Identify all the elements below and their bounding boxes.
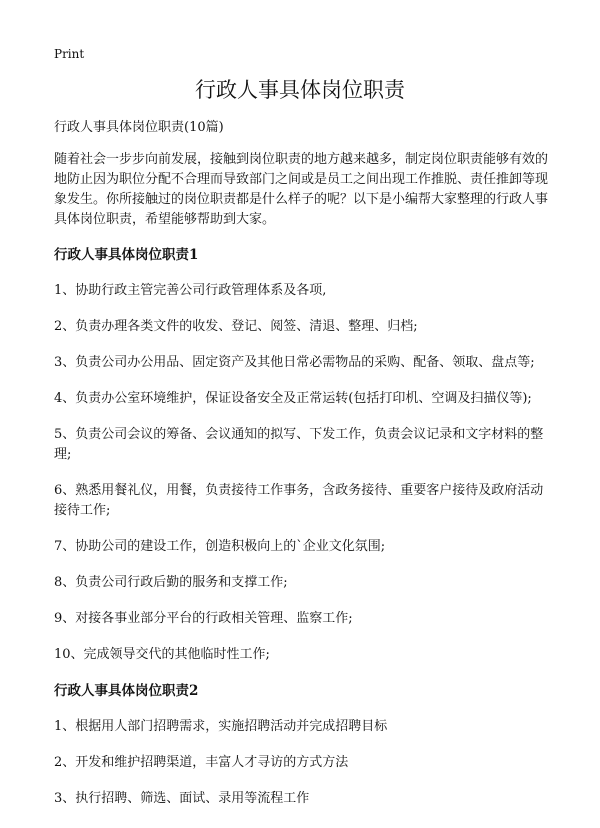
list-item: 3、执行招聘、筛选、面试、录用等流程工作 <box>54 791 310 806</box>
list-item: 6、熟悉用餐礼仪，用餐，负责接待工作事务，含政务接待、重要客户接待及政府活动接待工作; <box>54 483 544 518</box>
document-content <box>54 118 550 823</box>
section-heading: 行政人事具体岗位职责2 <box>54 683 199 699</box>
list-item: 8、负责公司行政后勤的服务和支撑工作; <box>54 575 288 590</box>
section-heading: 行政人事具体岗位职责1 <box>54 247 199 263</box>
list-item: 4、负责办公室环境维护，保证设备安全及正常运转(包括打印机、空调及扫描仪等); <box>54 391 532 406</box>
section-2 <box>54 681 550 809</box>
list-item: 9、对接各事业部分平台的行政相关管理、监察工作; <box>54 611 353 626</box>
document-subtitle: 行政人事具体岗位职责(10篇) <box>54 120 224 135</box>
section-1 <box>54 245 550 665</box>
print-link[interactable]: Print <box>54 47 85 61</box>
document-title: 行政人事具体岗位职责 <box>195 78 405 102</box>
list-item: 7、协助公司的建设工作，创造积极向上的`企业文化氛围; <box>54 539 386 554</box>
intro-paragraph: 随着社会一步步向前发展，接触到岗位职责的地方越来越多，制定岗位职责能够有效的地防止因为职位分配不合理而导致部门之间或是员工之间出现工作推脱、责任推卸等现象发生。你所接触过的岗位职责都是什么样子的呢？以下是小编帮大家整理的行政人事具体岗位职责，希望能够帮助到大家。 <box>54 152 549 227</box>
list-item: 10、完成领导交代的其他临时性工作; <box>54 647 270 662</box>
list-item: 3、负责公司办公用品、固定资产及其他日常必需物品的采购、配备、领取、盘点等; <box>54 355 535 370</box>
list-item: 1、协助行政主管完善公司行政管理体系及各项, <box>54 283 327 298</box>
list-item: 1、根据用人部门招聘需求，实施招聘活动并完成招聘目标 <box>54 719 388 734</box>
list-item: 2、负责办理各类文件的收发、登记、阅签、清退、整理、归档; <box>54 319 418 334</box>
list-item: 5、负责公司会议的筹备、会议通知的拟写、下发工作，负责会议记录和文字材料的整理; <box>54 427 544 462</box>
list-item: 2、开发和维护招聘渠道，丰富人才寻访的方式方法 <box>54 755 349 770</box>
